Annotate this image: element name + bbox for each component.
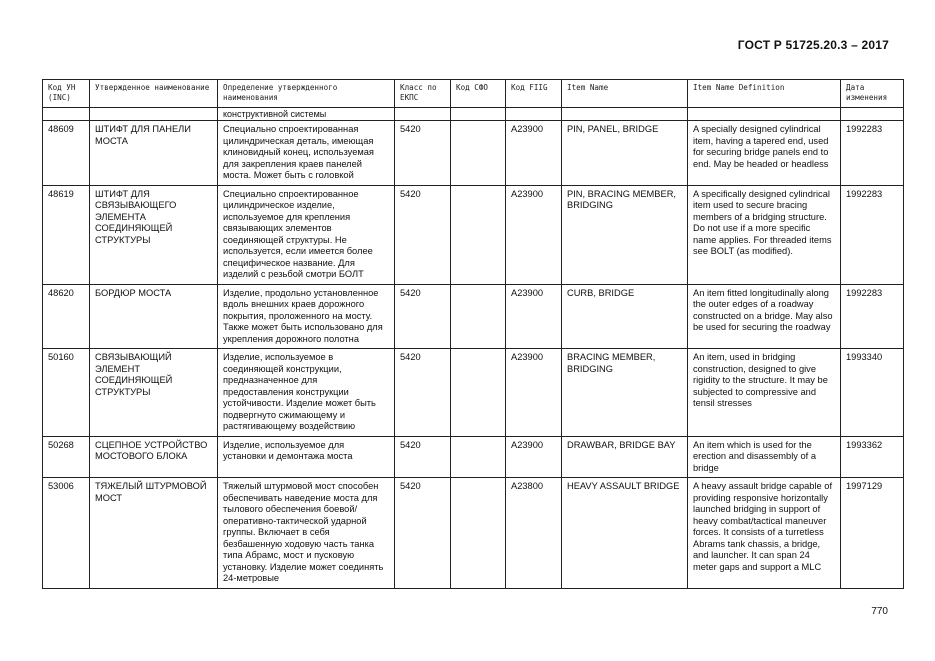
cell-item-name: DRAWBAR, BRIDGE BAY xyxy=(562,436,688,478)
cell-item-name: CURB, BRIDGE xyxy=(562,284,688,349)
table-row xyxy=(43,349,904,437)
cell-sfo xyxy=(451,284,506,349)
table-cell xyxy=(688,108,841,121)
cell-class: 5420 xyxy=(395,478,451,589)
cell-definition: Специально спроектированное цилиндрическое изделие, используемое для крепления связывающих элементов соединяющей структуры. Не используется, если имеется более специфическое название. Для изделий с резьбой смотри БОЛТ xyxy=(218,185,395,284)
cell-fiig: A23900 xyxy=(506,436,562,478)
cell-sfo xyxy=(451,121,506,186)
table-cell xyxy=(562,108,688,121)
header-row xyxy=(43,80,904,108)
cell-fiig: A23900 xyxy=(506,284,562,349)
cell-name: СЦЕПНОЕ УСТРОЙСТВО МОСТОВОГО БЛОКА xyxy=(90,436,218,478)
cell-item-def: A heavy assault bridge capable of providing responsive horizontally launched bridging in support of heavy combat/tactical maneuver forces. It consists of a turretless Abrams tank chassis, a bridge, and launcher. It can span 24 meter gaps and support a MLC xyxy=(688,478,841,589)
cell-class: 5420 xyxy=(395,185,451,284)
cell-item-name: PIN, BRACING MEMBER, BRIDGING xyxy=(562,185,688,284)
cell-name: СВЯЗЫВАЮЩИЙ ЭЛЕМЕНТ СОЕДИНЯЮЩЕЙ СТРУКТУРЫ xyxy=(90,349,218,437)
cell-date: 1992283 xyxy=(841,185,904,284)
cell-item-def: An item, used in bridging construction, designed to give rigidity to the structure. It may be subjected to compressive and tensil stresses xyxy=(688,349,841,437)
col-header-date: Дата изменения xyxy=(841,80,904,108)
cell-class: 5420 xyxy=(395,121,451,186)
col-header-fiig: Код FIIG xyxy=(506,80,562,108)
cell-name: БОРДЮР МОСТА xyxy=(90,284,218,349)
col-header-definition: Определение утвержденного наименования xyxy=(218,80,395,108)
cell-class: 5420 xyxy=(395,349,451,437)
table-cell xyxy=(506,108,562,121)
cell-fiig: A23900 xyxy=(506,349,562,437)
cell-fiig: A23900 xyxy=(506,121,562,186)
cell-inc: 53006 xyxy=(43,478,90,589)
standard-code: ГОСТ Р 51725.20.3 – 2017 xyxy=(737,38,889,52)
cell-date: 1992283 xyxy=(841,284,904,349)
cell-sfo xyxy=(451,436,506,478)
table-cell xyxy=(451,108,506,121)
cell-item-name: HEAVY ASSAULT BRIDGE xyxy=(562,478,688,589)
cell-name: ШТИФТ ДЛЯ СВЯЗЫВАЮЩЕГО ЭЛЕМЕНТА СОЕДИНЯЮЩЕЙ СТРУКТУРЫ xyxy=(90,185,218,284)
cell-inc: 48619 xyxy=(43,185,90,284)
cell-definition: Изделие, продольно установленное вдоль внешних краев дорожного покрытия, проложенного на мосту. Также может быть использовано для укрепления дорожного полотна xyxy=(218,284,395,349)
table-row xyxy=(43,121,904,186)
table-row xyxy=(43,436,904,478)
cell-definition: Изделие, используемое для установки и демонтажа моста xyxy=(218,436,395,478)
col-header-item-name: Item Name xyxy=(562,80,688,108)
table-cell xyxy=(90,108,218,121)
cell-item-name: BRACING MEMBER, BRIDGING xyxy=(562,349,688,437)
cell-name: ТЯЖЕЛЫЙ ШТУРМОВОЙ МОСТ xyxy=(90,478,218,589)
cell-item-name: PIN, PANEL, BRIDGE xyxy=(562,121,688,186)
cell-sfo xyxy=(451,349,506,437)
cell-date: 1997129 xyxy=(841,478,904,589)
table-cell: конструктивной системы xyxy=(218,108,395,121)
cell-inc: 50268 xyxy=(43,436,90,478)
table-cell xyxy=(841,108,904,121)
cell-definition: Специально спроектированная цилиндрическая деталь, имеющая клиновидный конец, используемая для закрепления краев панелей моста. Может быть с головкой xyxy=(218,121,395,186)
col-header-sfo: Код СФО xyxy=(451,80,506,108)
cell-date: 1993362 xyxy=(841,436,904,478)
cell-date: 1992283 xyxy=(841,121,904,186)
table-row xyxy=(43,185,904,284)
cell-class: 5420 xyxy=(395,436,451,478)
table-row xyxy=(43,284,904,349)
cell-inc: 50160 xyxy=(43,349,90,437)
cell-item-def: A specifically designed cylindrical item used to secure bracing members of a bridging structure. Do not use if a more specific name applies. For threaded items see BOLT (as modified). xyxy=(688,185,841,284)
cell-sfo xyxy=(451,478,506,589)
cell-class: 5420 xyxy=(395,284,451,349)
col-header-name: Утвержденное наименование xyxy=(90,80,218,108)
table-cell xyxy=(43,108,90,121)
catalog-table xyxy=(42,79,904,589)
continuation-row xyxy=(43,108,904,121)
page-number: 770 xyxy=(871,606,888,617)
cell-item-def: An item fitted longitudinally along the outer edges of a roadway constructed on a bridge. May also be used for securing the roadway xyxy=(688,284,841,349)
col-header-inc: Код УН (INC) xyxy=(43,80,90,108)
cell-inc: 48609 xyxy=(43,121,90,186)
cell-inc: 48620 xyxy=(43,284,90,349)
col-header-class: Класс по ЕКПС xyxy=(395,80,451,108)
col-header-item-def: Item Name Definition xyxy=(688,80,841,108)
cell-fiig: A23900 xyxy=(506,185,562,284)
cell-definition: Изделие, используемое в соединяющей конструкции, предназначенное для предоставления конструкции устойчивости. Изделие может быть подвергнуто сжимающему и растягивающему воздействию xyxy=(218,349,395,437)
table-cell xyxy=(395,108,451,121)
table-row xyxy=(43,478,904,589)
cell-definition: Тяжелый штурмовой мост способен обеспечивать наведение моста для тылового обеспечения боевой/оперативно-тактической ударной группы. Включает в себя безбашенную ходовую часть танка типа Абрамс, мост и пусковую установку. Изделие может соединять 24-метровые xyxy=(218,478,395,589)
cell-item-def: A specially designed cylindrical item, having a tapered end, used for securing bridge panels end to end. May be headed or headless xyxy=(688,121,841,186)
cell-name: ШТИФТ ДЛЯ ПАНЕЛИ МОСТА xyxy=(90,121,218,186)
cell-fiig: A23800 xyxy=(506,478,562,589)
cell-date: 1993340 xyxy=(841,349,904,437)
cell-item-def: An item which is used for the erection and disassembly of a bridge xyxy=(688,436,841,478)
cell-sfo xyxy=(451,185,506,284)
